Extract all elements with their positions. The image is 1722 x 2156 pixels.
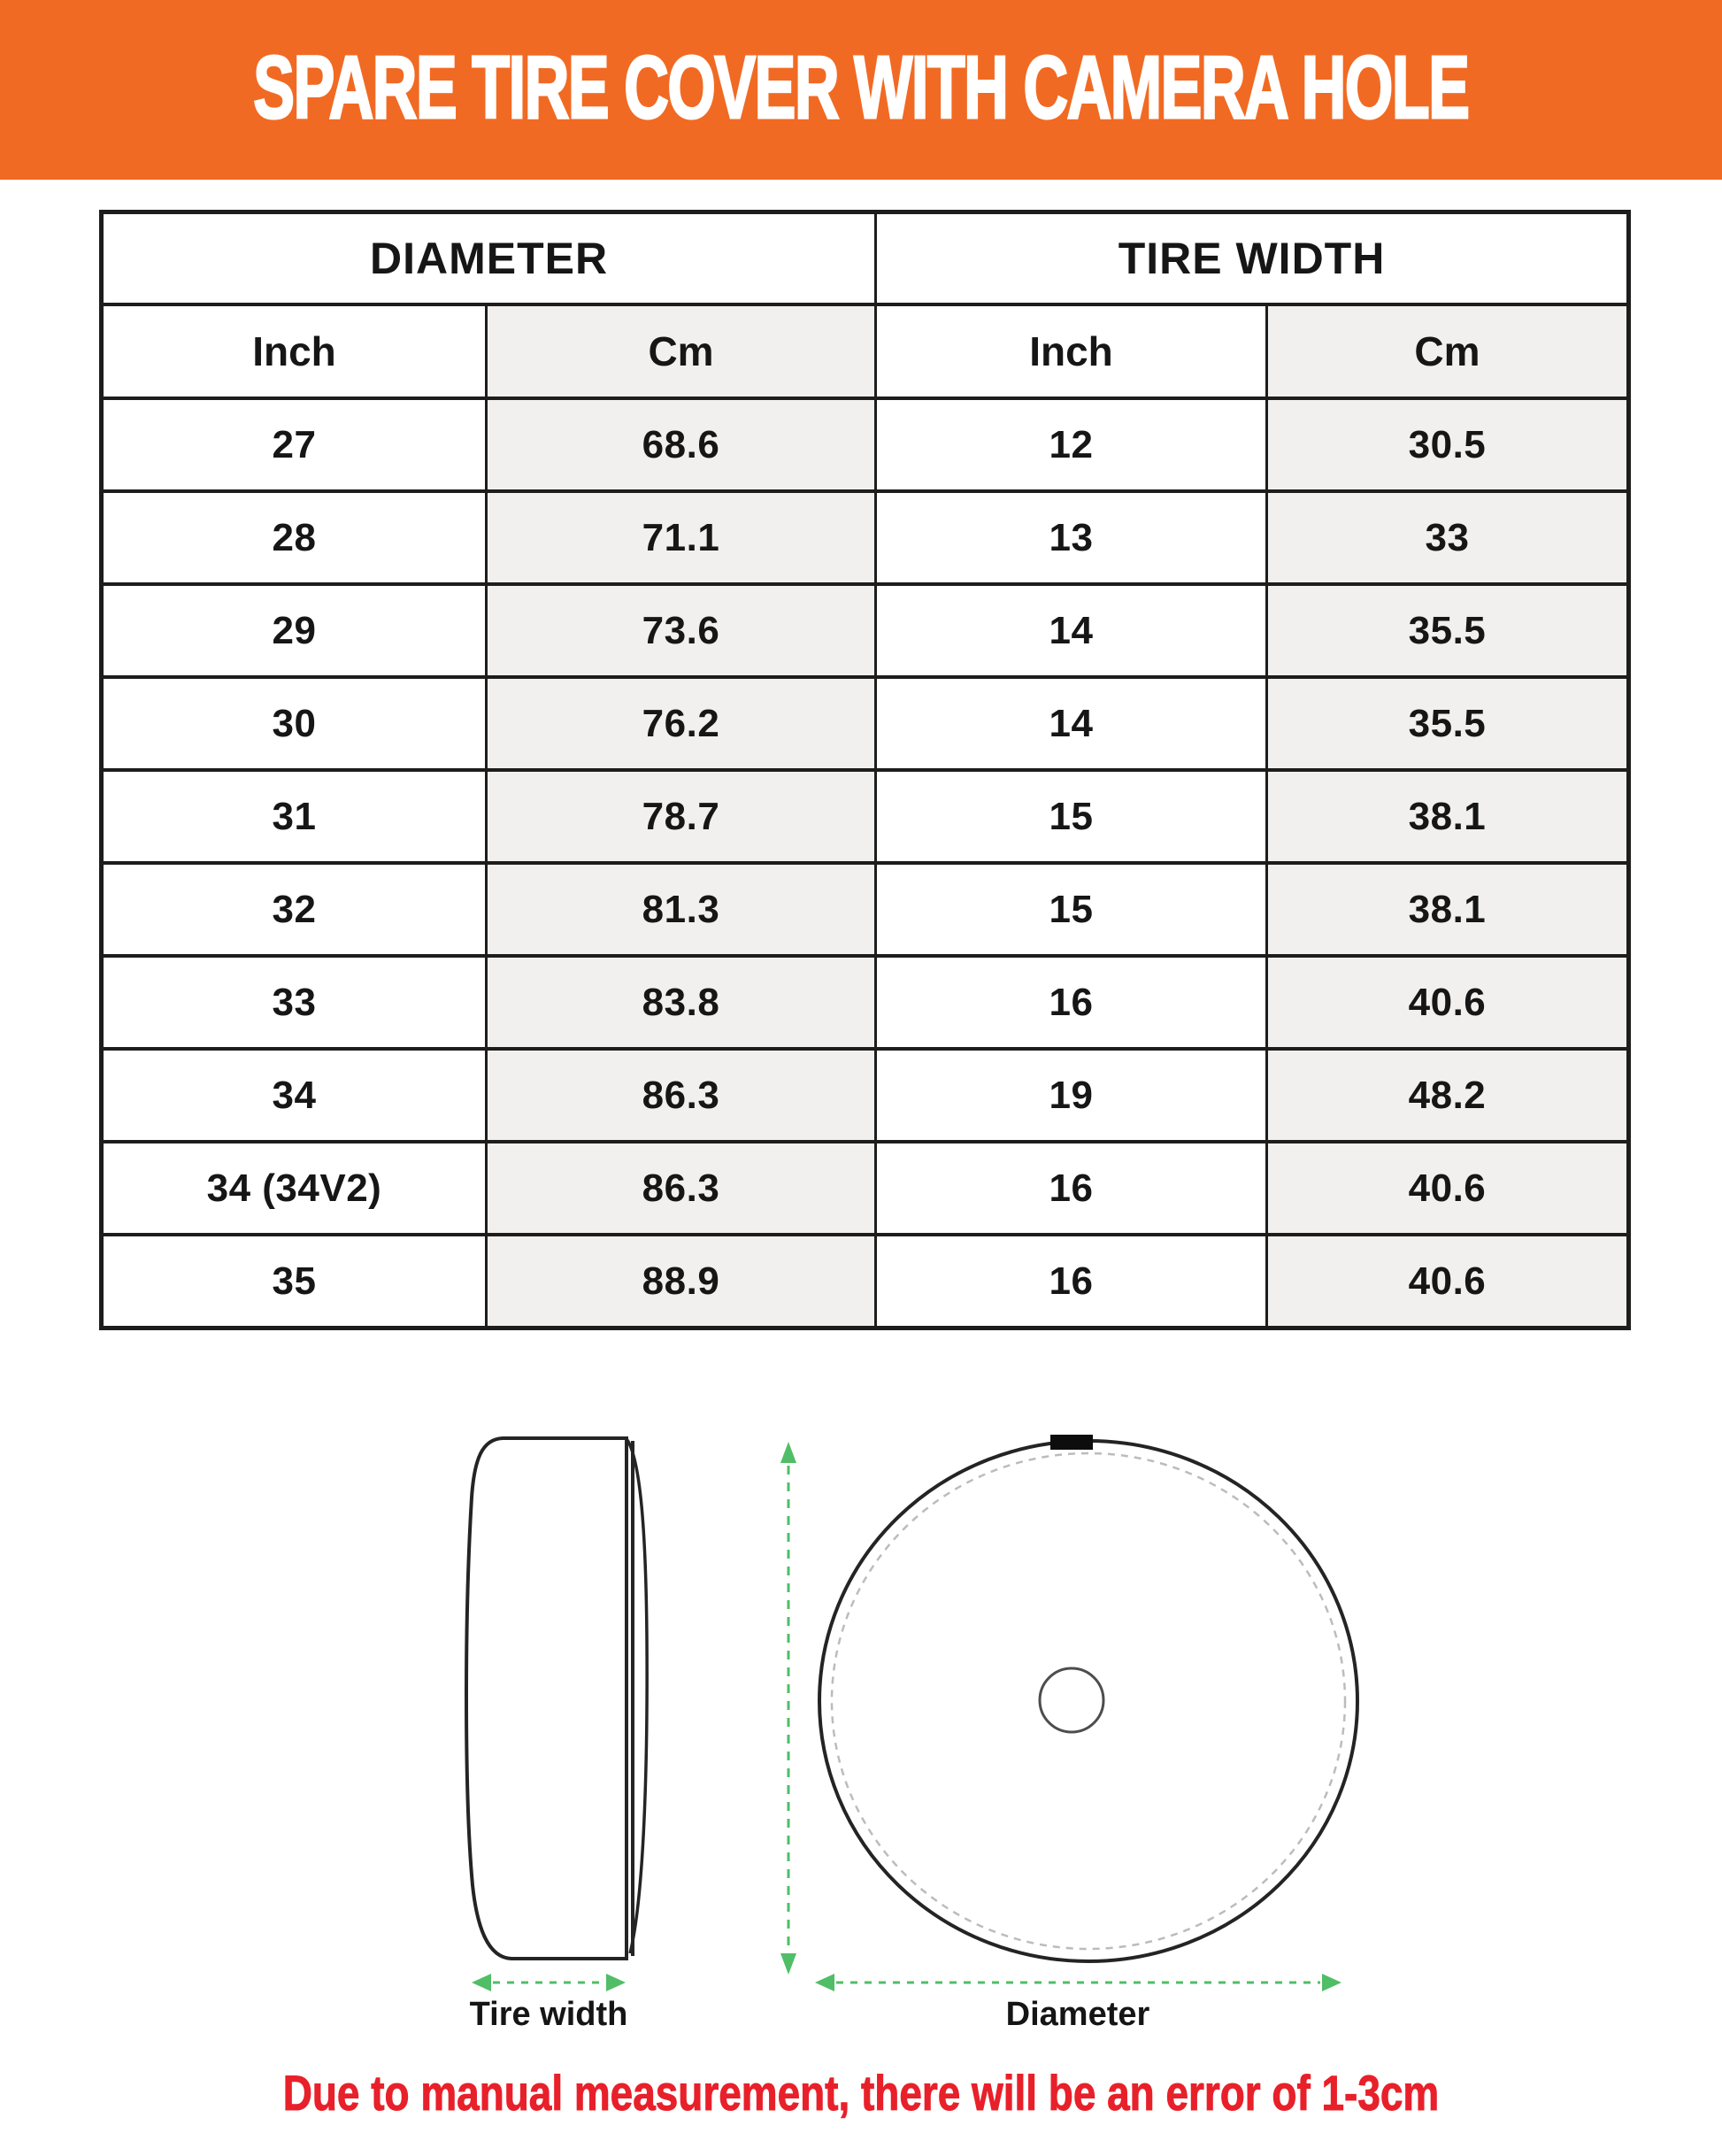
column-header-width-inch: Inch — [876, 304, 1267, 398]
table-cell: 33 — [102, 956, 487, 1049]
table-cell: 48.2 — [1266, 1049, 1628, 1142]
column-header-width-cm: Cm — [1266, 304, 1628, 398]
table-cell: 32 — [102, 863, 487, 956]
table-cell: 38.1 — [1266, 770, 1628, 863]
table-cell: 30 — [102, 677, 487, 770]
table-cell: 88.9 — [486, 1235, 875, 1328]
size-table-body — [102, 398, 1629, 1328]
table-cell: 68.6 — [486, 398, 875, 491]
table-cell: 29 — [102, 584, 487, 677]
table-cell: 73.6 — [486, 584, 875, 677]
table-cell: 38.1 — [1266, 863, 1628, 956]
table-cell: 14 — [876, 584, 1267, 677]
table-cell: 86.3 — [486, 1142, 875, 1235]
table-cell: 30.5 — [1266, 398, 1628, 491]
table-cell: 71.1 — [486, 491, 875, 584]
table-cell: 35.5 — [1266, 677, 1628, 770]
banner — [0, 0, 1722, 180]
table-cell: 34 (34V2) — [102, 1142, 487, 1235]
table-cell: 40.6 — [1266, 1142, 1628, 1235]
tire-side-view-drawing — [466, 1438, 647, 1959]
table-cell: 16 — [876, 1142, 1267, 1235]
table-cell: 33 — [1266, 491, 1628, 584]
column-header-diameter-cm: Cm — [486, 304, 875, 398]
table-cell: 13 — [876, 491, 1267, 584]
table-cell: 19 — [876, 1049, 1267, 1142]
table-cell: 12 — [876, 398, 1267, 491]
table-row — [102, 677, 1629, 770]
table-row — [102, 584, 1629, 677]
table-cell: 15 — [876, 863, 1267, 956]
table-cell: 78.7 — [486, 770, 875, 863]
table-row — [102, 398, 1629, 491]
arrow-right-icon — [1322, 1974, 1341, 1991]
table-cell: 16 — [876, 1235, 1267, 1328]
table-cell: 15 — [876, 770, 1267, 863]
table-row — [102, 956, 1629, 1049]
table-cell: 35.5 — [1266, 584, 1628, 677]
column-header-diameter-inch: Inch — [102, 304, 487, 398]
column-group-tire-width: TIRE WIDTH — [876, 212, 1629, 305]
table-cell: 31 — [102, 770, 487, 863]
tire-width-label: Tire width — [469, 1996, 628, 2033]
tire-front-view-drawing — [819, 1435, 1357, 1961]
table-cell: 16 — [876, 956, 1267, 1049]
table-cell: 40.6 — [1266, 956, 1628, 1049]
table-cell: 81.3 — [486, 863, 875, 956]
table-cell: 35 — [102, 1235, 487, 1328]
arrow-down-icon — [780, 1953, 796, 1975]
page-title: SPARE TIRE COVER WITH CAMERA HOLE — [253, 37, 1469, 137]
arrow-left-icon — [472, 1974, 491, 1991]
table-row — [102, 491, 1629, 584]
table-cell: 76.2 — [486, 677, 875, 770]
table-row — [102, 1049, 1629, 1142]
arrow-right-icon — [606, 1974, 626, 1991]
table-group-header-row — [102, 212, 1629, 305]
arrow-left-icon — [815, 1974, 834, 1991]
table-row — [102, 863, 1629, 956]
size-table-container — [99, 210, 1631, 1330]
measurement-error-note: Due to manual measurement, there will be an error of 1-3cm — [282, 2065, 1440, 2121]
table-row — [102, 770, 1629, 863]
table-row — [102, 1142, 1629, 1235]
table-cell: 40.6 — [1266, 1235, 1628, 1328]
diameter-label: Diameter — [1005, 1996, 1150, 2033]
table-cell: 28 — [102, 491, 487, 584]
table-cell: 27 — [102, 398, 487, 491]
table-cell: 86.3 — [486, 1049, 875, 1142]
table-cell: 14 — [876, 677, 1267, 770]
tire-measurement-diagram — [0, 1381, 1722, 2156]
table-cell: 83.8 — [486, 956, 875, 1049]
table-row — [102, 1235, 1629, 1328]
column-group-diameter: DIAMETER — [102, 212, 876, 305]
camera-hole — [1040, 1668, 1103, 1732]
arrow-up-icon — [780, 1442, 796, 1463]
cover-seam-mark — [1050, 1435, 1093, 1450]
table-cell: 34 — [102, 1049, 487, 1142]
size-table — [99, 210, 1631, 1330]
table-subheader-row — [102, 304, 1629, 398]
